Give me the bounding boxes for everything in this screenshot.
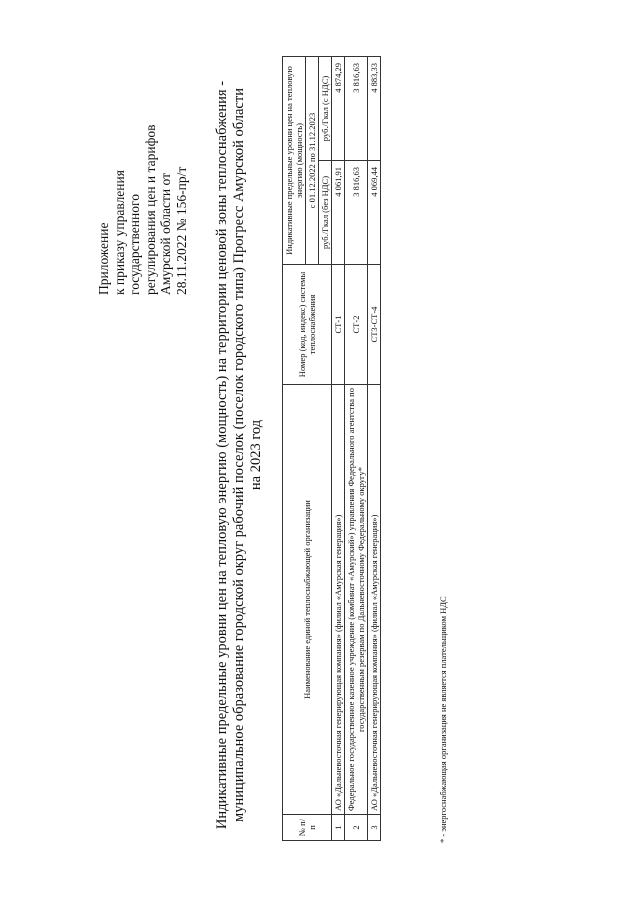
header-no-vat: руб./Гкал (без НДС) [319, 161, 332, 265]
row-price-no-vat: 3 816,63 [345, 161, 368, 265]
row-system-code: СТ-2 [345, 265, 368, 385]
title-line: на 2023 год [248, 419, 264, 491]
title-line: Индикативные предельные уровни цен на тепловую энергию (мощность) на территории ценовой зоны теплоснабжения - [214, 80, 230, 830]
row-num: 1 [332, 815, 345, 841]
appendix-line: государственного [127, 194, 142, 295]
header-vat: руб./Гкал (с НДС) [319, 56, 332, 160]
row-num: 2 [345, 815, 368, 841]
row-org-name: Федеральное государственное казенное учреждение (комбинат «Амурский») управления Федерального агентства по государственным резервам по Дальневосточному Федеральному округу* [345, 385, 368, 815]
tariff-table [282, 56, 381, 841]
title-line: муниципальное образование городской округ рабочий поселок (поселок городского типа) Прогресс Амурской области [231, 88, 247, 822]
row-price-no-vat: 4 069,44 [368, 161, 381, 265]
table-row [332, 56, 345, 840]
document-title [214, 55, 265, 855]
appendix-line: Приложение [96, 222, 111, 295]
table-row [368, 56, 381, 840]
header-name: Наименование единой теплоснабжающей организации [283, 385, 332, 815]
row-org-name: АО «Дальневосточная генерирующая компания» (филиал «Амурская генерация») [332, 385, 345, 815]
row-system-code: СТ3-СТ-4 [368, 265, 381, 385]
row-org-name: АО «Дальневосточная генерирующая компания» (филиал «Амурская генерация») [368, 385, 381, 815]
header-code: Номер (код, индекс) системы теплоснабжения [283, 265, 332, 385]
row-price-vat: 3 816,63 [345, 56, 368, 160]
table-row [345, 56, 368, 840]
row-price-no-vat: 4 061,91 [332, 161, 345, 265]
appendix-line: Амурской области от [158, 173, 173, 295]
row-price-vat: 4 874,29 [332, 56, 345, 160]
appendix-line: регулирования цен и тарифов [142, 124, 158, 295]
appendix-line: к приказу управления [111, 170, 127, 295]
row-system-code: СТ-1 [332, 265, 345, 385]
header-num: № п/п [283, 815, 332, 841]
header-levels: Индикативные предельные уровни цен на тепловую энергию (мощность) [283, 56, 306, 264]
footnote: * - энергоснабжающая организация не является плательщиком НДС [438, 596, 448, 843]
row-num: 3 [368, 815, 381, 841]
appendix-block [96, 65, 189, 295]
row-price-vat: 4 883,33 [368, 56, 381, 160]
header-period: с 01.12.2022 по 31.12.2023 [306, 56, 319, 264]
appendix-line: 28.11.2022 № 156-пр/т [173, 166, 189, 295]
